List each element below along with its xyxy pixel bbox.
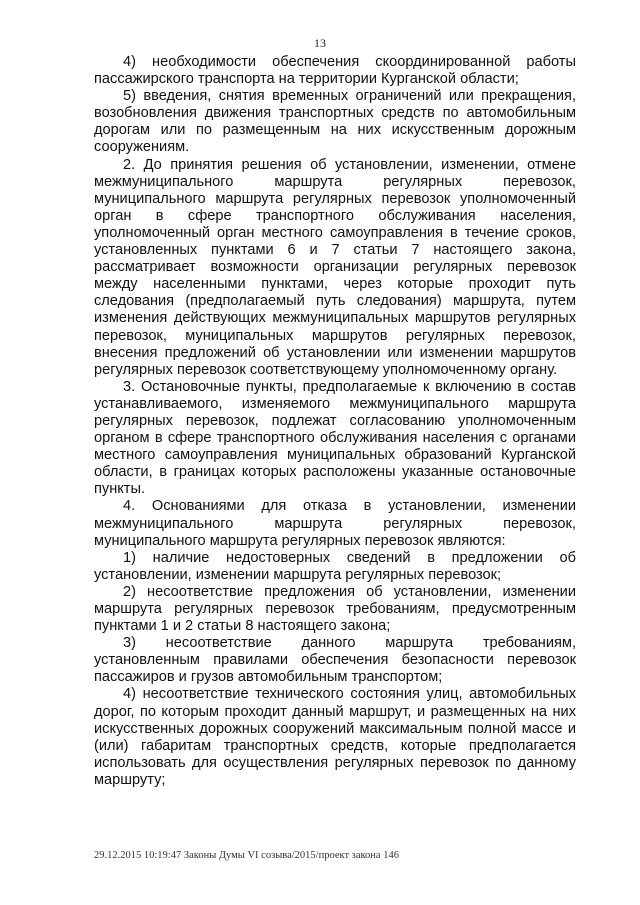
paragraph-item-5-subpoint: 5) введения, снятия временных ограничений или прекращения, возобновления движения транспортных средств по автомобильным дорогам или по размещенным на них искусственным дорожным сооружениям. [94, 88, 576, 156]
paragraph-refusal-3: 3) несоответствие данного маршрута требованиям, установленным правилами обеспечения безопасности перевозок пассажиров и грузов автомобильным транспортом; [94, 635, 576, 686]
paragraph-refusal-1: 1) наличие недостоверных сведений в предложении об установлении, изменении маршрута регулярных перевозок; [94, 549, 576, 583]
paragraph-clause-4: 4. Основаниями для отказа в установлении, изменении межмуниципального маршрута регулярных перевозок, муниципального маршрута регулярных перевозок являются: [94, 498, 576, 549]
paragraph-item-4-subpoint: 4) необходимости обеспечения скоординированной работы пассажирского транспорта на территории Курганской области; [94, 54, 576, 88]
paragraph-refusal-4: 4) несоответствие технического состояния улиц, автомобильных дорог, по которым проходит данный маршрут, и размещенных на них искусственных дорожных сооружений максимальным полной массе и (или) габаритам транспортных средств, которые предполагается использовать для осуществления регулярных перевозок по данному маршруту; [94, 686, 576, 788]
paragraph-clause-2: 2. До принятия решения об установлении, изменении, отмене межмуниципального маршрута регулярных перевозок, муниципального маршрута регулярных перевозок уполномоченный орган в сфере транспортного обслуживания населения, уполномоченный орган местного самоуправления в течение сроков, установленных пунктами 6 и 7 статьи 7 настоящего закона, рассматривает возможности организации регулярных перевозок между населенными пунктами, через которые проходит путь следования (предполагаемый путь следования) маршрута, путем изменения действующих межмуниципальных маршрутов регулярных перевозок, муниципальных маршрутов регулярных перевозок, внесения предложений об установлении или изменении маршрутов регулярных перевозок соответствующему уполномоченному органу. [94, 156, 576, 378]
paragraph-clause-3: 3. Остановочные пункты, предполагаемые к включению в состав устанавливаемого, изменяемого межмуниципального маршрута регулярных перевозок, подлежат согласованию уполномоченным органом в сфере транспортного обслуживания населения с органами местного самоуправления муниципальных образований Курганской области, в границах которых расположены указанные остановочные пункты. [94, 378, 576, 498]
document-body [94, 54, 576, 789]
paragraph-refusal-2: 2) несоответствие предложения об установлении, изменении маршрута регулярных перевозок требованиям, предусмотренным пунктами 1 и 2 статьи 8 настоящего закона; [94, 583, 576, 635]
document-footer: 29.12.2015 10:19:47 Законы Думы VI созыва/2015/проект закона 146 [94, 850, 399, 861]
page-number: 13 [314, 36, 326, 50]
